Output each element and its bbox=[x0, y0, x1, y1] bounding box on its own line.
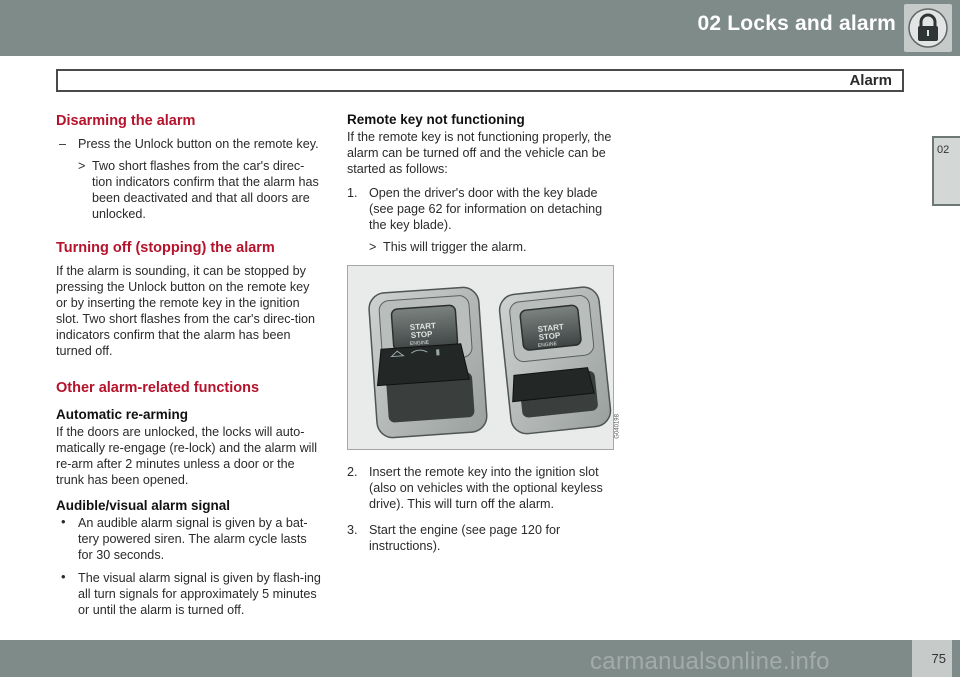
page-number: 75 bbox=[931, 651, 946, 666]
bullet-text: An audible alarm signal is given by a bat-tery powered siren. The alarm cycle lasts for 30 seconds. bbox=[78, 516, 308, 562]
section-title: Alarm bbox=[849, 72, 892, 89]
step-1-result bbox=[347, 239, 617, 255]
bullet-text: The visual alarm signal is given by flash-ing all turn signals for approximately 5 minutes or until the alarm is turned off. bbox=[78, 571, 321, 617]
engine-label-left: ENGINE bbox=[409, 339, 430, 347]
heading-turning-off: Turning off (stopping) the alarm bbox=[56, 240, 275, 256]
start-label-right: START bbox=[537, 322, 565, 334]
result-mark: > bbox=[369, 240, 377, 254]
remote-key-intro: If the remote key is not functioning properly, the alarm can be turned off and the vehicle can be started as follows: bbox=[347, 130, 612, 176]
step-3 bbox=[347, 522, 617, 554]
watermark: carmanualsonline.info bbox=[590, 648, 830, 675]
engine-label-right: ENGINE bbox=[537, 341, 558, 349]
padlock-icon bbox=[907, 7, 949, 49]
lock-tile bbox=[904, 4, 952, 52]
disarming-step bbox=[56, 136, 321, 152]
bullet-mark: • bbox=[61, 569, 66, 584]
disarming-step-text: Press the Unlock button on the remote key. bbox=[78, 137, 319, 151]
start-label-left: START bbox=[409, 321, 437, 332]
auto-rearm-text: If the doors are unlocked, the locks will auto-matically re-engage (re-lock) and the alarm will re-arm after 2 minutes unless a door or the trunk has been opened. bbox=[56, 425, 318, 487]
ignition-illustration bbox=[347, 265, 621, 450]
step-2 bbox=[347, 464, 617, 512]
list-item bbox=[56, 515, 321, 563]
bullet-mark: • bbox=[61, 514, 66, 529]
heading-alarm-signal: Audible/visual alarm signal bbox=[56, 498, 231, 513]
step-number: 1. bbox=[347, 186, 358, 200]
step-text: Open the driver's door with the key blade (see page 62 for information on detaching the key blade). bbox=[369, 186, 603, 232]
disarming-result-text: Two short flashes from the car's direc-tion indicators confirm that the alarm has been deactivated and that all doors are unlocked. bbox=[92, 159, 319, 221]
section-title-box bbox=[56, 69, 904, 92]
heading-remote-key: Remote key not functioning bbox=[347, 112, 525, 127]
step-result-text: This will trigger the alarm. bbox=[383, 240, 527, 254]
step-text: Insert the remote key into the ignition slot (also on vehicles with the optional keyless drive). This will turn off the alarm. bbox=[369, 465, 603, 511]
step-1 bbox=[347, 185, 617, 233]
chapter-tab-label: 02 bbox=[937, 144, 950, 156]
step-text: Start the engine (see page 120 for instructions). bbox=[369, 523, 561, 553]
dash-mark: – bbox=[59, 137, 67, 151]
heading-other-functions: Other alarm-related functions bbox=[56, 380, 260, 396]
step-number: 3. bbox=[347, 523, 358, 537]
chapter-title: 02 Locks and alarm bbox=[697, 12, 896, 35]
right-column bbox=[347, 112, 621, 558]
turning-off-text: If the alarm is sounding, it can be stopped by pressing the Unlock button on the remote key or by inserting the remote key in the ignition slot. Two short flashes from the car's direc-tion indicators confirm that the alarm has been turned off. bbox=[56, 264, 316, 358]
list-item bbox=[56, 570, 321, 618]
heading-disarming: Disarming the alarm bbox=[56, 113, 196, 129]
stop-label-right: STOP bbox=[538, 330, 561, 342]
figure-code: G040198 bbox=[615, 414, 621, 439]
stop-label-left: STOP bbox=[410, 329, 433, 340]
ignition-slot-illustration bbox=[348, 266, 613, 449]
result-mark: > bbox=[78, 159, 86, 173]
step-number: 2. bbox=[347, 465, 358, 479]
disarming-result bbox=[56, 158, 321, 222]
left-column bbox=[56, 112, 321, 625]
heading-auto-rearm: Automatic re-arming bbox=[56, 407, 189, 422]
